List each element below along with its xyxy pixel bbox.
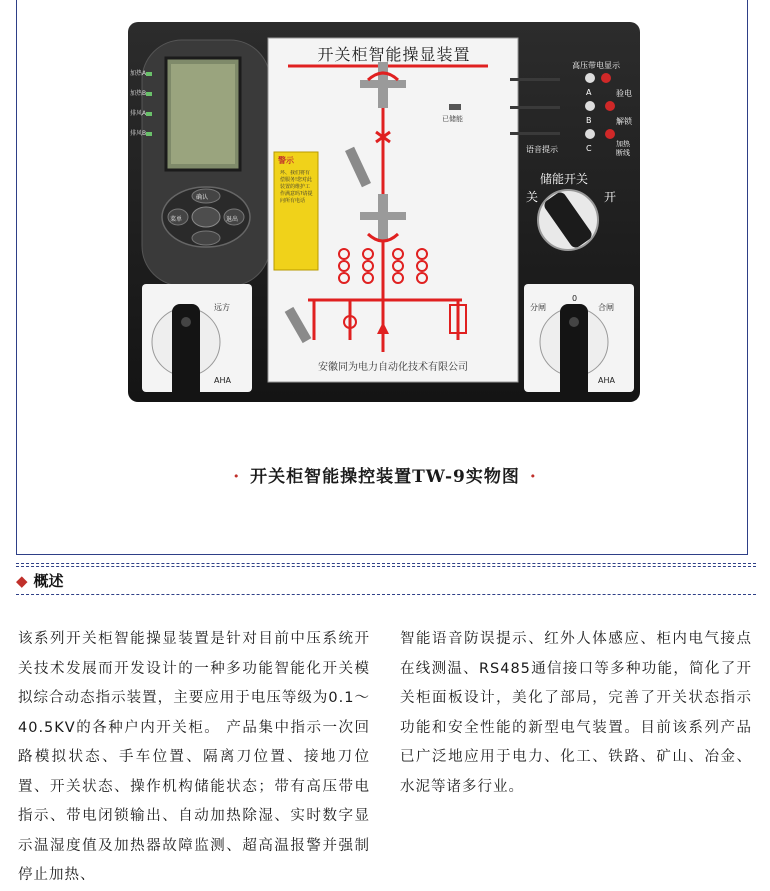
panel-title: 开关柜智能操显装置 [317,45,471,64]
section-divider-bottom [16,594,756,595]
indicator-label-3: 排风A [130,110,147,117]
keypad-button-label: 确认 [196,194,209,201]
warning-title: 警示 [278,156,294,165]
device-illustration [128,22,640,402]
brand-label-left: AHA [214,376,231,385]
hv-live-label: 高压带电显示 [572,61,620,70]
heat-fault-label: 加热 断线 [616,140,630,157]
overview-text-right: 智能语音防误提示、红外人体感应、柜内电气接点在线测温、RS485通信接口等多种功能，简化了开关柜面板设计，美化了部局，完善了开关状态指示功能和安全性能的新型电气装置。目前该系列产品已广泛地应用于电力、化工、铁路、矿山、冶金、水泥等诸多行业。 [400,631,752,795]
on-label: 开 [604,190,617,204]
company-name: 安徽同为电力自动化技术有限公司 [318,362,468,373]
storage-switch-label: 储能开关 [540,172,589,186]
remote-label: 远方 [214,303,230,312]
phase-b-label: B [586,116,592,125]
off-label: 关 [526,190,539,204]
zero-label: 0 [572,294,578,303]
section-divider-top-2 [16,566,756,567]
figure-caption [0,462,770,487]
brand-label-right: AHA [598,376,615,385]
caption-dot-left: · [233,467,241,487]
check-label: 验电 [616,89,632,98]
voice-prompt-label: 语音提示 [526,145,558,154]
section-heading [16,570,64,591]
warning-text: 坏、我们将有偿服务!您对此装置的维护工作满意吗?请提问所有电话 [280,170,313,204]
open-label: 分闸 [530,303,546,312]
phase-a-label: A [586,88,592,97]
indicator-label-2: 加热B [130,90,147,97]
caption-text: 开关柜智能操控装置TW-9实物图 [250,467,520,487]
stored-energy-label: 已储能 [442,115,463,123]
close-label: 合闸 [598,303,614,312]
phase-c-label: C [586,144,592,153]
section-title: 概述 [33,572,64,590]
unlock-label: 解锁 [616,117,632,126]
keypad-button-label: 菜单 [170,216,183,223]
device-photo [128,22,640,402]
keypad-button-label: 退出 [226,216,239,223]
indicator-label-1: 加热A [130,70,147,77]
indicator-label-4: 排风B [130,130,147,137]
diamond-icon: ◆ [16,572,28,590]
section-divider-top [16,563,756,564]
caption-dot-right: · [529,467,537,487]
overview-text-left: 该系列开关柜智能操显装置是针对目前中压系统开关技术发展而开发设计的一种多功能智能化开关模拟综合动态指示装置，主要应用于电压等级为0.1～40.5KV的各种户内开关柜。 产品集中指示一次回路模拟状态、手车位置、隔离刀位置、接地刀位置、开关状态、操作机构储能状态；带有高压带电指示、带电闭锁输出、自动加热除湿、实时数字显示温湿度值及加热器故障监测、超高温报警并强制停止加热、 [18,631,370,883]
